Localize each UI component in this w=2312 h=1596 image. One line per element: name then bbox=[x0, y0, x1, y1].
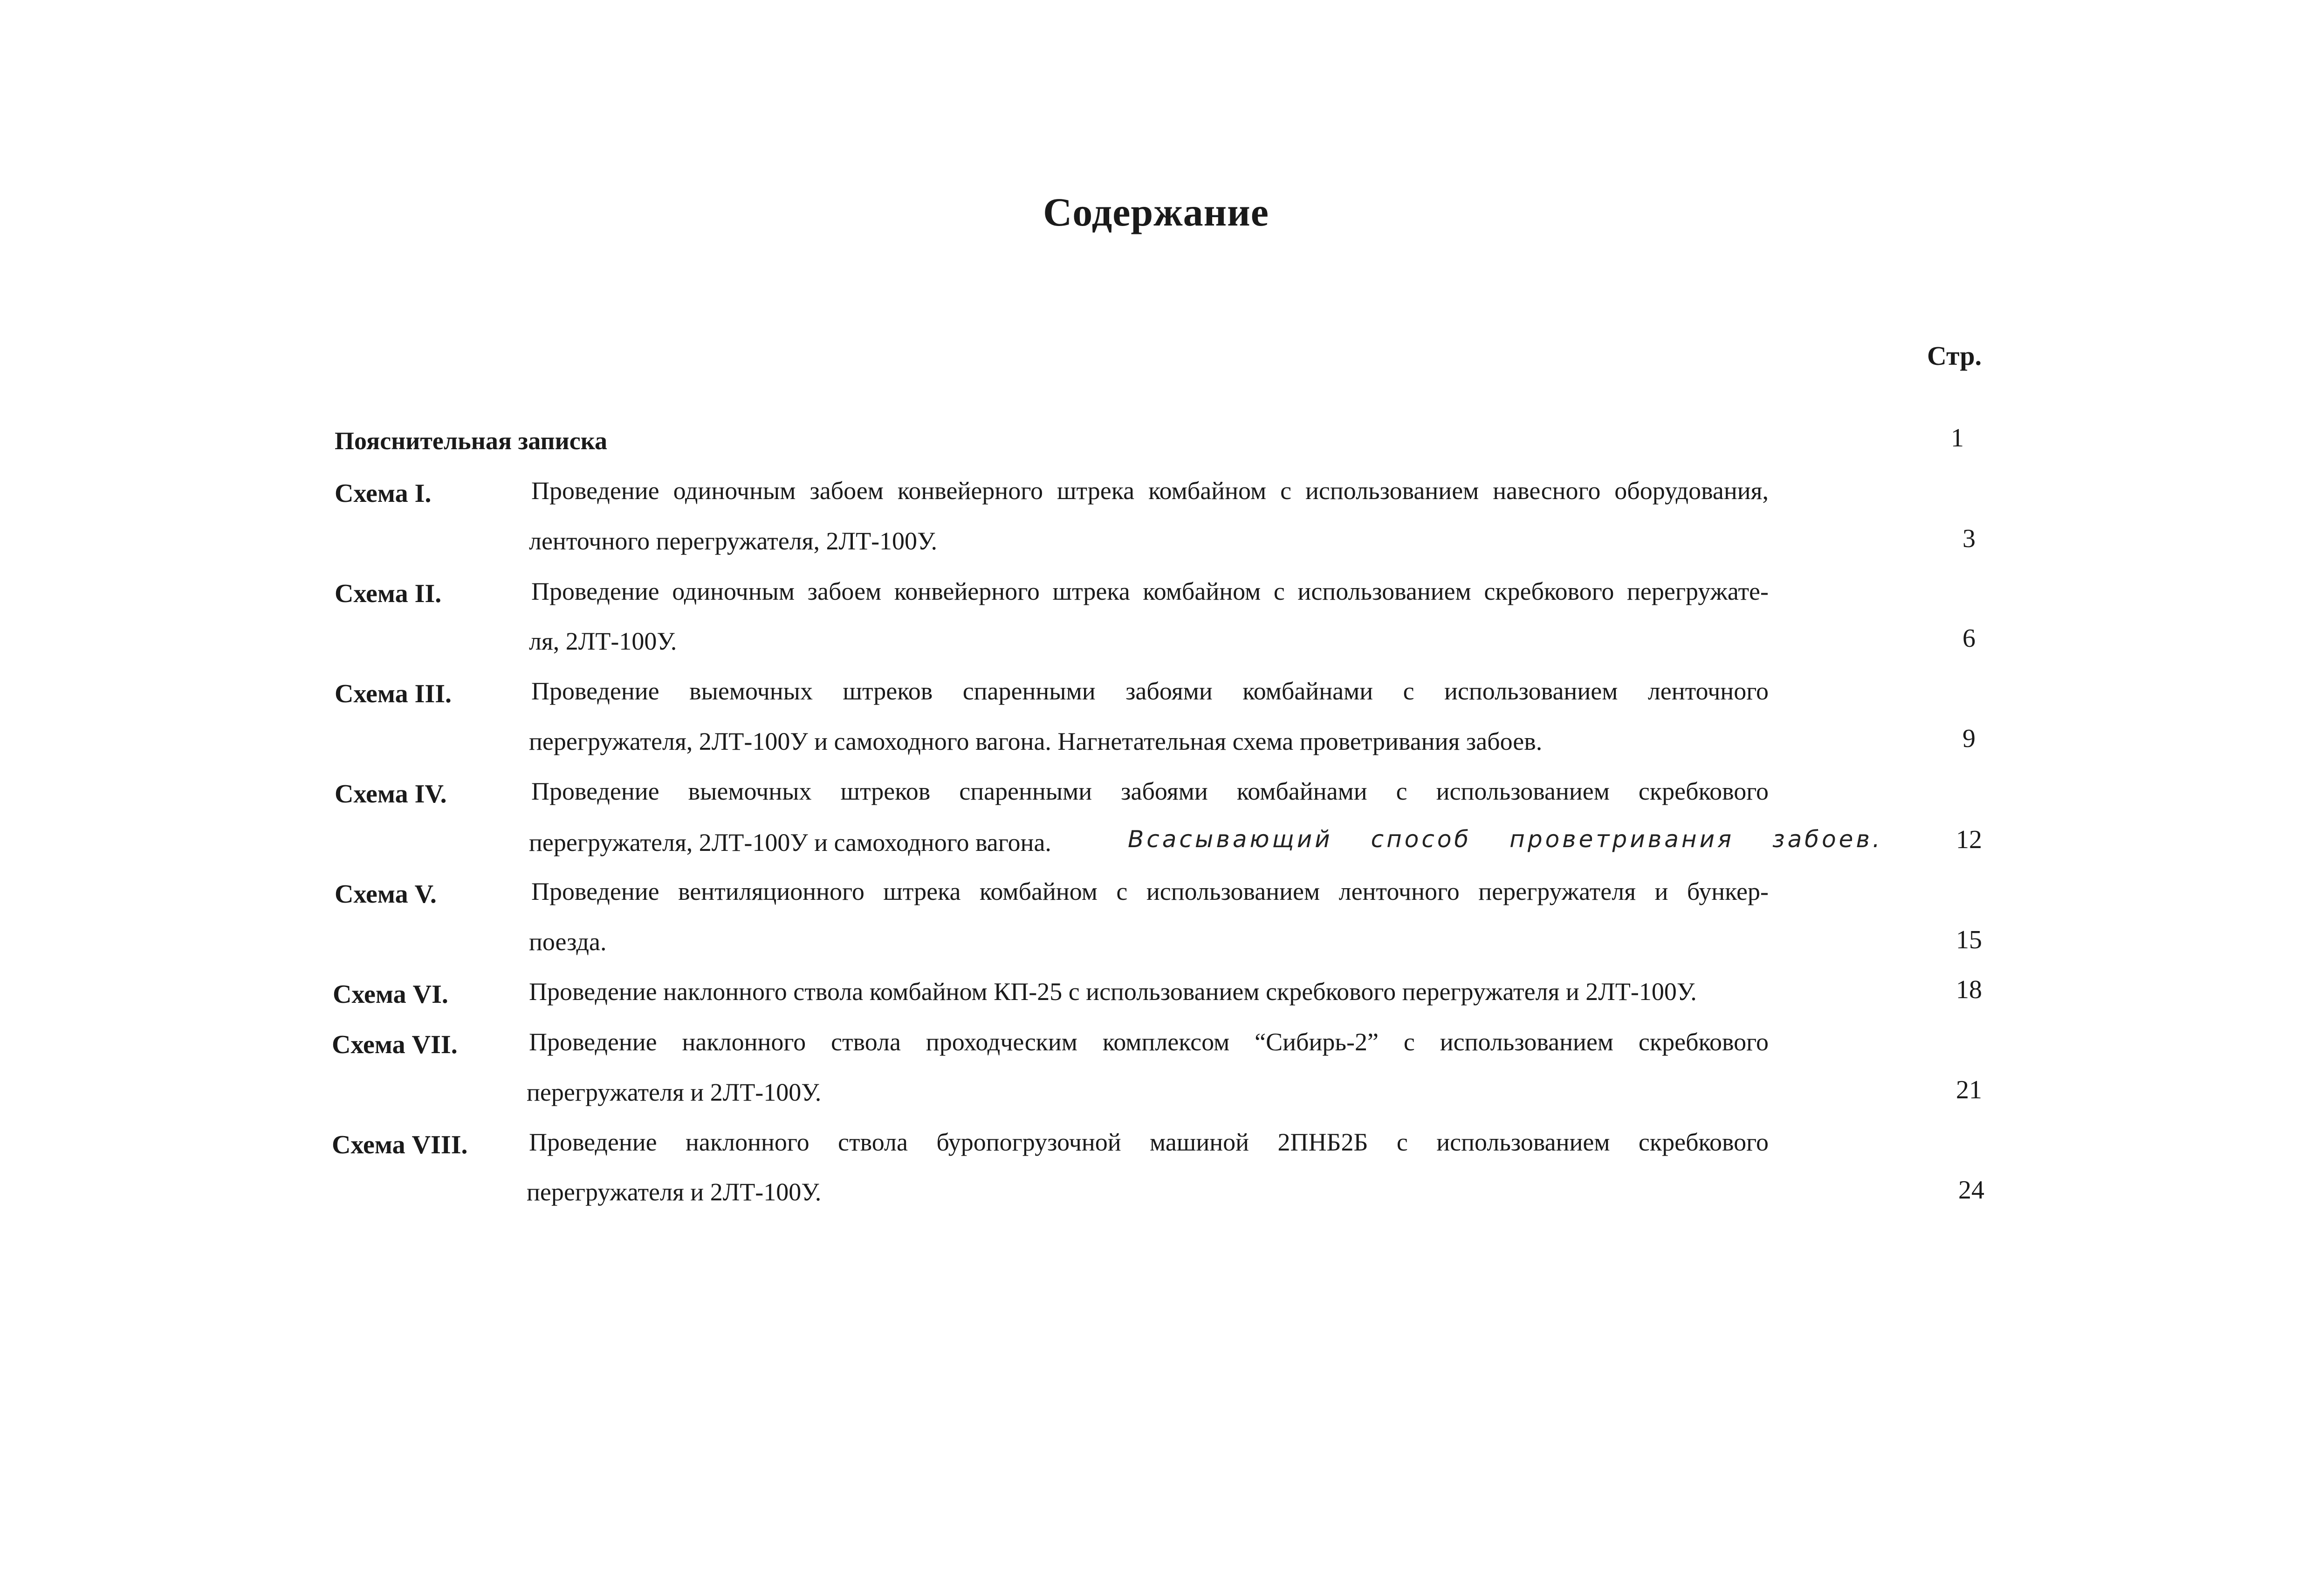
entry-page: 3 bbox=[1962, 524, 1976, 553]
handwritten-note: Всасывающий способ проветривания забоев. bbox=[1128, 826, 1883, 853]
entry-text-line: Проведение выемочных штреков спаренными забоями комбайнами с использованием ленточного bbox=[531, 677, 1769, 705]
intro-label: Пояснительная записка bbox=[335, 427, 608, 455]
entry-page: 24 bbox=[1958, 1176, 1984, 1205]
entry-page: 9 bbox=[1962, 724, 1976, 753]
entry-label: Схема V. bbox=[335, 880, 437, 909]
entry-text-line: Проведение вентиляционного штрека комбайном с использованием ленточного перегружателя и бункер- bbox=[531, 877, 1769, 905]
entry-text-line: Проведение наклонного ствола буропогрузочной машиной 2ПНБ2Б с использованием скребкового bbox=[529, 1128, 1769, 1156]
entry-text-line: Проведение выемочных штреков спаренными забоями комбайнами с использованием скребкового bbox=[531, 777, 1769, 805]
entry-page: 15 bbox=[1956, 925, 1982, 954]
entry-label: Схема IV. bbox=[335, 780, 447, 808]
entry-text-line: Проведение одиночным забоем конвейерного штрека комбайном с использованием скребкового перегружате- bbox=[531, 577, 1769, 605]
entry-text-line: Проведение наклонного ствола комбайном КП-25 с использованием скребкового перегружателя и 2ЛТ-100У. bbox=[529, 978, 1697, 1006]
entry-text-line: ленточного перегружателя, 2ЛТ-100У. bbox=[529, 527, 937, 555]
entry-text-line: Проведение наклонного ствола проходческим комплексом “Сибирь-2” с использованием скребкового bbox=[529, 1028, 1769, 1056]
entry-page: 21 bbox=[1956, 1075, 1982, 1104]
entry-text-line: перегружателя, 2ЛТ-100У и самоходного вагона. bbox=[529, 829, 1051, 856]
entry-text-line: перегружателя и 2ЛТ-100У. bbox=[527, 1178, 822, 1206]
intro-page: 1 bbox=[1951, 424, 1964, 452]
entry-text-line: перегружателя и 2ЛТ-100У. bbox=[527, 1078, 822, 1106]
entry-page: 6 bbox=[1962, 624, 1976, 653]
entry-text-line: ля, 2ЛТ-100У. bbox=[529, 627, 677, 655]
page-column-header: Стр. bbox=[1927, 341, 1982, 371]
entry-label: Схема I. bbox=[335, 479, 432, 508]
page-title: Содержание bbox=[1043, 190, 1269, 234]
entry-text-line: перегружателя, 2ЛТ-100У и самоходного вагона. Нагнетательная схема проветривания забоев. bbox=[529, 727, 1543, 755]
entry-label: Схема VI. bbox=[333, 980, 448, 1009]
entry-label: Схема II. bbox=[335, 579, 442, 608]
entry-text-line: Проведение одиночным забоем конвейерного штрека комбайном с использованием навесного оборудования, bbox=[531, 477, 1769, 505]
entry-page: 12 bbox=[1956, 825, 1982, 854]
entry-label: Схема III. bbox=[335, 679, 452, 708]
entry-label: Схема VII. bbox=[332, 1030, 458, 1059]
entry-label: Схема VIII. bbox=[332, 1130, 468, 1159]
entry-text-line: поезда. bbox=[529, 928, 607, 956]
entry-page: 18 bbox=[1956, 975, 1982, 1004]
